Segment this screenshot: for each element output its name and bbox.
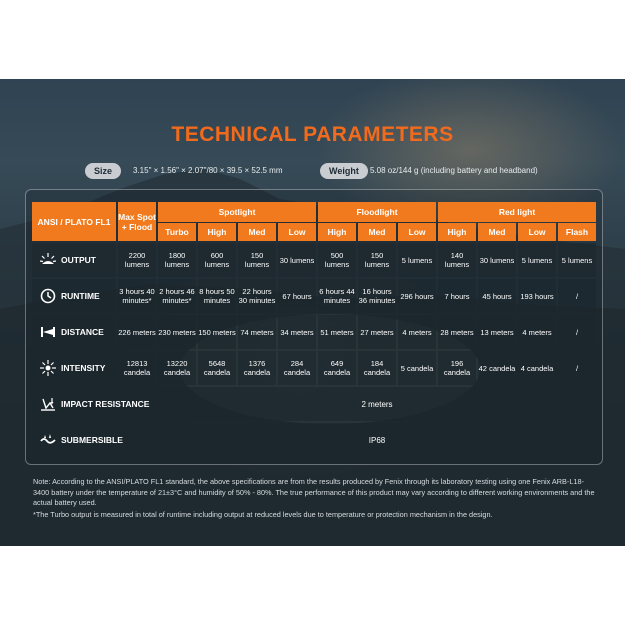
submersible-value: IP68 <box>158 423 596 457</box>
intensity-icon <box>40 360 56 376</box>
table-cell: 13 meters <box>478 315 516 349</box>
table-cell: 6 hours 44 minutes <box>318 279 356 313</box>
table-cell: 45 hours <box>478 279 516 313</box>
group-header-redlight: Red light <box>438 202 596 222</box>
weight-pill: Weight <box>320 163 368 179</box>
row-label-distance: DISTANCE <box>32 315 116 349</box>
parameters-table <box>25 189 603 465</box>
table-cell: 5 lumens <box>518 243 556 277</box>
background-panel <box>0 79 625 546</box>
mode-header: Med <box>478 223 516 241</box>
table-cell: 13220 candela <box>158 351 196 385</box>
table-cell: 30 lumens <box>478 243 516 277</box>
table-cell: 500 lumens <box>318 243 356 277</box>
table-cell: 150 meters <box>198 315 236 349</box>
mode-header: Med <box>238 223 276 241</box>
table-cell: / <box>558 315 596 349</box>
mode-header: Low <box>278 223 316 241</box>
table-cell: 34 meters <box>278 315 316 349</box>
footnotes <box>33 477 598 520</box>
table-cell: 4 candela <box>518 351 556 385</box>
group-header-spotlight: Spotlight <box>158 202 316 222</box>
table-cell: 28 meters <box>438 315 476 349</box>
table-cell: 2 hours 46 minutes* <box>158 279 196 313</box>
table-cell: 649 candela <box>318 351 356 385</box>
table-cell: 140 lumens <box>438 243 476 277</box>
mode-header: Med <box>358 223 396 241</box>
table-cell: 51 meters <box>318 315 356 349</box>
table-cell: 4 meters <box>518 315 556 349</box>
size-pill: Size <box>85 163 121 179</box>
table-cell: 27 meters <box>358 315 396 349</box>
table-cell: 230 meters <box>158 315 196 349</box>
mode-header: High <box>438 223 476 241</box>
table-cell: 67 hours <box>278 279 316 313</box>
group-header-floodlight: Floodlight <box>318 202 436 222</box>
page-title: TECHNICAL PARAMETERS <box>171 123 454 146</box>
note-turbo: *The Turbo output is measured in total of runtime including output at reduced levels due to temperature or protection mechanism in the design. <box>33 509 493 519</box>
row-label-output: OUTPUT <box>32 243 116 277</box>
table-cell: 5648 candela <box>198 351 236 385</box>
impact-value: 2 meters <box>158 387 596 421</box>
table-cell: / <box>558 279 596 313</box>
table-cell: / <box>558 351 596 385</box>
clock-icon <box>40 288 56 304</box>
table-cell: 16 hours 36 minutes <box>358 279 396 313</box>
table-cell: 7 hours <box>438 279 476 313</box>
note-standard: Note: According to the ANSI/PLATO FL1 standard, the above specifications are from the results produced by Fenix through its laboratory testing using one Fenix ARB-L18-3400 battery under the temperature of 21±3°C and humidity of 50% - 80%. The true performance of this product may vary according to different working environments and the actual battery used. <box>33 477 595 507</box>
mode-header: Turbo <box>158 223 196 241</box>
row-label-runtime: RUNTIME <box>32 279 116 313</box>
table-cell: 5 lumens <box>398 243 436 277</box>
mode-header: Flash <box>558 223 596 241</box>
table-cell: 150 lumens <box>238 243 276 277</box>
table-cell: 42 candela <box>478 351 516 385</box>
table-corner-header: ANSI / PLATO FL1 <box>32 202 116 241</box>
mode-header: High <box>318 223 356 241</box>
distance-icon <box>40 324 56 340</box>
table-cell: 226 meters <box>118 315 156 349</box>
light-burst-icon <box>40 252 56 268</box>
table-cell: 4 meters <box>398 315 436 349</box>
table-cell: 284 candela <box>278 351 316 385</box>
table-cell: 600 lumens <box>198 243 236 277</box>
table-cell: 184 candela <box>358 351 396 385</box>
impact-icon <box>40 396 56 412</box>
group-header-max: Max Spot + Flood <box>118 202 156 241</box>
table-cell: 150 lumens <box>358 243 396 277</box>
table-cell: 196 candela <box>438 351 476 385</box>
table-cell: 1800 lumens <box>158 243 196 277</box>
size-value: 3.15" × 1.56" × 2.07"/80 × 39.5 × 52.5 mm <box>133 166 283 175</box>
table-cell: 3 hours 40 minutes* <box>118 279 156 313</box>
table-cell: 8 hours 50 minutes <box>198 279 236 313</box>
mode-header: High <box>198 223 236 241</box>
table-cell: 2200 lumens <box>118 243 156 277</box>
table-cell: 22 hours 30 minutes <box>238 279 276 313</box>
row-label-submersible: SUBMERSIBLE <box>32 423 156 457</box>
table-cell: 5 lumens <box>558 243 596 277</box>
row-label-intensity: INTENSITY <box>32 351 116 385</box>
table-cell: 12813 candela <box>118 351 156 385</box>
table-cell: 74 meters <box>238 315 276 349</box>
mode-header: Low <box>398 223 436 241</box>
table-cell: 30 lumens <box>278 243 316 277</box>
table-cell: 193 hours <box>518 279 556 313</box>
weight-value: 5.08 oz/144 g (including battery and headband) <box>370 166 538 175</box>
mode-header: Low <box>518 223 556 241</box>
table-cell: 1376 candela <box>238 351 276 385</box>
water-wave-icon <box>40 432 56 448</box>
table-cell: 296 hours <box>398 279 436 313</box>
row-label-impact: IMPACT RESISTANCE <box>32 387 156 421</box>
table-cell: 5 candela <box>398 351 436 385</box>
